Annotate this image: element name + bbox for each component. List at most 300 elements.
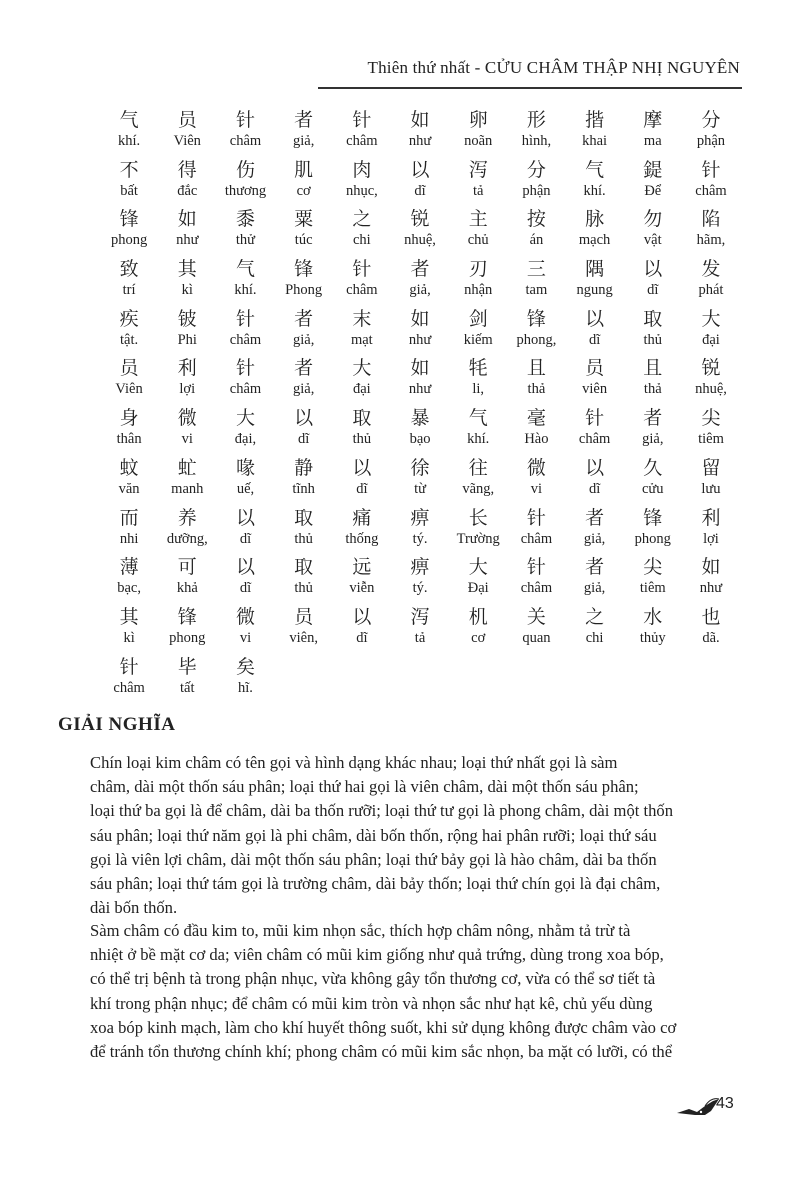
paragraph-line: nhiệt ở bề mặt cơ da; viên châm có mũi kim giống như quả trứng, dùng trong xoa bóp, bbox=[90, 945, 664, 965]
vietnamese-reading: tĩnh bbox=[292, 480, 315, 497]
vietnamese-reading: châm bbox=[229, 381, 262, 398]
vietnamese-reading: dĩ bbox=[414, 182, 426, 199]
paragraph-line: có thể trị bệnh tà trong phận nhục, vừa không gây tổn thương cơ, vừa có thể sơ tiết tà bbox=[90, 969, 656, 989]
glyph-cell bbox=[275, 406, 333, 456]
glyph-cell bbox=[624, 257, 682, 307]
text-row bbox=[100, 257, 740, 307]
glyph-cell bbox=[566, 108, 624, 158]
text-row bbox=[100, 406, 740, 456]
vietnamese-reading: Trường bbox=[456, 530, 500, 547]
chinese-character: 者 bbox=[294, 109, 314, 131]
vietnamese-reading: vi bbox=[530, 480, 543, 497]
chinese-character: 陷 bbox=[701, 208, 721, 231]
glyph-cell bbox=[100, 506, 158, 556]
vietnamese-reading: kì bbox=[123, 629, 135, 646]
chinese-character: 徐 bbox=[410, 456, 430, 479]
chinese-character: 气 bbox=[468, 407, 488, 430]
chinese-character: 剑 bbox=[468, 307, 488, 330]
glyph-cell bbox=[624, 406, 682, 456]
glyph-cell bbox=[275, 506, 333, 556]
chinese-character: 之 bbox=[352, 208, 372, 231]
chinese-character: 如 bbox=[410, 357, 430, 380]
vietnamese-reading: viên, bbox=[289, 629, 318, 646]
chinese-character: 分 bbox=[526, 158, 546, 181]
paragraph-line: gọi là viên lợi châm, dài một thốn sáu phân; loại thứ bảy gọi là hào châm, dài ba thốn bbox=[90, 849, 657, 869]
glyph-cell bbox=[100, 108, 158, 158]
glyph-cell bbox=[100, 307, 158, 357]
glyph-cell bbox=[100, 207, 158, 257]
vietnamese-reading: châm bbox=[578, 431, 611, 448]
text-row bbox=[100, 456, 740, 506]
chinese-character: 大 bbox=[468, 556, 488, 579]
glyph-cell bbox=[624, 307, 682, 357]
chinese-character: 大 bbox=[235, 407, 255, 430]
chinese-character: 也 bbox=[701, 605, 721, 628]
vietnamese-reading: khí. bbox=[234, 282, 257, 299]
vietnamese-reading: chủ bbox=[467, 232, 489, 249]
glyph-cell bbox=[566, 307, 624, 357]
vietnamese-reading: Viên bbox=[173, 133, 201, 149]
vietnamese-reading: dĩ bbox=[356, 629, 368, 646]
glyph-cell bbox=[507, 108, 565, 158]
chinese-character: 以 bbox=[410, 158, 430, 181]
glyph-cell bbox=[158, 655, 216, 705]
glyph-cell bbox=[566, 555, 624, 605]
vietnamese-reading: trí bbox=[122, 282, 136, 299]
glyph-cell bbox=[449, 356, 507, 406]
glyph-cell bbox=[333, 456, 391, 506]
glyph-cell bbox=[158, 207, 216, 257]
glyph-cell bbox=[391, 207, 449, 257]
vietnamese-reading: châm bbox=[346, 282, 378, 299]
chinese-character: 致 bbox=[119, 258, 139, 281]
chinese-character: 者 bbox=[643, 407, 663, 430]
vietnamese-reading: tiêm bbox=[698, 431, 724, 448]
glyph-cell bbox=[100, 406, 158, 456]
glyph-cell bbox=[333, 158, 391, 208]
page-number-ornament-icon bbox=[675, 1093, 745, 1121]
running-header: Thiên thứ nhất - CỬU CHÂM THẬP NHỊ NGUYÊN bbox=[367, 58, 740, 77]
chinese-character: 蚊 bbox=[119, 456, 139, 479]
vietnamese-reading: giả, bbox=[583, 530, 606, 547]
vietnamese-reading: tất bbox=[180, 679, 195, 696]
chinese-character: 发 bbox=[701, 258, 721, 281]
vietnamese-reading: hình, bbox=[521, 133, 552, 149]
vietnamese-reading: tả bbox=[414, 629, 426, 646]
vietnamese-reading: thống bbox=[345, 530, 379, 547]
chinese-character: 如 bbox=[701, 556, 721, 579]
chinese-character: 锐 bbox=[701, 357, 721, 380]
glyph-cell bbox=[275, 257, 333, 307]
chinese-character: 按 bbox=[526, 208, 546, 231]
glyph-cell bbox=[333, 406, 391, 456]
vietnamese-reading: khí. bbox=[118, 133, 141, 149]
vietnamese-reading: khả bbox=[176, 580, 198, 597]
chinese-character: 者 bbox=[294, 357, 314, 380]
glyph-cell bbox=[449, 456, 507, 506]
vietnamese-reading: ngung bbox=[576, 282, 613, 299]
chinese-character: 喙 bbox=[235, 456, 255, 479]
chinese-character: 且 bbox=[643, 357, 663, 380]
glyph-cell bbox=[507, 406, 565, 456]
chinese-character: 锋 bbox=[119, 208, 139, 231]
chinese-character: 养 bbox=[177, 506, 197, 529]
chinese-character: 者 bbox=[585, 556, 605, 579]
glyph-cell bbox=[333, 307, 391, 357]
vietnamese-reading: dĩ bbox=[588, 480, 601, 497]
chinese-character: 气 bbox=[235, 258, 255, 281]
vietnamese-reading: vật bbox=[643, 232, 662, 249]
vietnamese-reading: như bbox=[408, 133, 432, 149]
chinese-character: 针 bbox=[235, 307, 255, 330]
glyph-cell bbox=[100, 356, 158, 406]
vietnamese-reading: dĩ bbox=[356, 480, 368, 497]
paragraph-line: loại thứ ba gọi là để châm, dài ba thốn rưỡi; loại thứ tư gọi là phong châm, dài một thốn bbox=[90, 801, 674, 821]
vietnamese-reading: li, bbox=[472, 381, 485, 398]
glyph-cell bbox=[624, 158, 682, 208]
chinese-character: 痹 bbox=[410, 556, 430, 579]
vietnamese-reading: nhi bbox=[119, 530, 139, 547]
vietnamese-reading: nhận bbox=[464, 282, 493, 299]
vietnamese-reading: châm bbox=[695, 182, 727, 199]
chinese-character: 如 bbox=[410, 109, 430, 131]
chinese-character: 针 bbox=[235, 357, 255, 380]
vietnamese-reading: dã. bbox=[702, 629, 720, 646]
glyph-cell bbox=[100, 158, 158, 208]
chinese-character: 取 bbox=[294, 556, 314, 579]
vietnamese-reading: thử bbox=[235, 232, 256, 249]
vietnamese-reading: châm bbox=[113, 679, 145, 696]
chinese-character: 毕 bbox=[177, 655, 197, 678]
vietnamese-reading: dĩ bbox=[647, 282, 659, 299]
chinese-character: 针 bbox=[526, 506, 546, 529]
chinese-character: 者 bbox=[410, 258, 430, 281]
chinese-character: 虻 bbox=[177, 456, 197, 479]
glyph-cell bbox=[682, 108, 740, 158]
vietnamese-reading: Hào bbox=[524, 431, 549, 448]
glyph-cell bbox=[449, 207, 507, 257]
vietnamese-reading: khí. bbox=[467, 431, 490, 448]
vietnamese-reading: dĩ bbox=[239, 580, 252, 597]
vietnamese-reading: thủ bbox=[294, 530, 313, 547]
vietnamese-reading: bất bbox=[120, 182, 138, 199]
chinese-character: 以 bbox=[235, 556, 255, 579]
chinese-character: 痹 bbox=[410, 506, 430, 529]
vietnamese-reading: châm bbox=[229, 133, 262, 149]
chinese-character: 针 bbox=[119, 655, 139, 678]
glyph-cell bbox=[682, 158, 740, 208]
vietnamese-reading: đại bbox=[352, 381, 371, 398]
chinese-character: 鍉 bbox=[643, 158, 663, 181]
glyph-cell bbox=[682, 406, 740, 456]
glyph-cell bbox=[449, 307, 507, 357]
vietnamese-reading: thả bbox=[643, 381, 662, 398]
glyph-cell bbox=[275, 108, 333, 158]
chinese-character: 粟 bbox=[294, 208, 314, 231]
chinese-character: 机 bbox=[468, 605, 488, 628]
glyph-cell bbox=[158, 158, 216, 208]
vietnamese-reading: hãm, bbox=[696, 232, 726, 249]
glyph-cell bbox=[275, 605, 333, 655]
glyph-cell bbox=[624, 356, 682, 406]
chinese-character: 之 bbox=[585, 605, 605, 628]
glyph-cell bbox=[391, 555, 449, 605]
glyph-cell bbox=[682, 605, 740, 655]
vietnamese-reading: giả, bbox=[292, 381, 315, 398]
glyph-cell bbox=[158, 307, 216, 357]
vietnamese-reading: tật. bbox=[120, 331, 139, 348]
glyph-cell bbox=[158, 456, 216, 506]
glyph-cell bbox=[391, 356, 449, 406]
paragraph-line: để tránh tổn thương chính khí; phong châm có mũi kim sắc nhọn, ba mặt có lưỡi, có thể bbox=[90, 1042, 673, 1062]
chinese-character: 得 bbox=[177, 158, 197, 181]
glyph-cell bbox=[216, 655, 274, 705]
vietnamese-reading: Phi bbox=[177, 331, 197, 348]
vietnamese-reading: khí. bbox=[583, 182, 606, 199]
paragraph-line: Sàm châm có đầu kim to, mũi kim nhọn sắc, thích hợp châm nông, nhằm tả trừ tà bbox=[90, 921, 631, 940]
chinese-character: 泻 bbox=[468, 158, 488, 181]
glyph-cell bbox=[507, 456, 565, 506]
glyph-cell bbox=[566, 356, 624, 406]
chinese-character: 针 bbox=[526, 556, 546, 579]
chinese-character: 不 bbox=[119, 158, 139, 181]
glyph-cell bbox=[391, 406, 449, 456]
chinese-character: 大 bbox=[352, 357, 372, 380]
vietnamese-reading: tam bbox=[525, 282, 548, 299]
glyph-cell bbox=[507, 506, 565, 556]
vietnamese-reading: uế, bbox=[236, 480, 255, 497]
text-row bbox=[100, 207, 740, 257]
chinese-character: 形 bbox=[526, 109, 546, 131]
vietnamese-reading: phong, bbox=[516, 331, 557, 348]
vietnamese-reading: Để bbox=[644, 182, 662, 199]
glyph-cell bbox=[391, 307, 449, 357]
chinese-character: 如 bbox=[177, 208, 197, 231]
chinese-character: 久 bbox=[643, 456, 663, 479]
glyph-cell bbox=[216, 605, 274, 655]
glyph-cell bbox=[682, 207, 740, 257]
chinese-character: 其 bbox=[119, 605, 139, 628]
glyph-cell bbox=[507, 207, 565, 257]
vietnamese-reading: quan bbox=[522, 629, 551, 646]
chinese-character: 分 bbox=[701, 109, 721, 131]
chinese-character: 大 bbox=[701, 307, 721, 330]
chinese-character: 勿 bbox=[643, 208, 663, 231]
paragraph-2 bbox=[90, 919, 735, 1064]
glyph-cell bbox=[624, 555, 682, 605]
glyph-cell bbox=[682, 456, 740, 506]
chinese-character: 以 bbox=[352, 456, 372, 479]
classical-text-grid bbox=[100, 108, 740, 704]
glyph-cell bbox=[275, 456, 333, 506]
vietnamese-reading: châm bbox=[520, 530, 553, 547]
glyph-cell bbox=[391, 605, 449, 655]
chinese-character: 毫 bbox=[526, 407, 546, 430]
vietnamese-reading: thương bbox=[224, 182, 267, 199]
vietnamese-reading: giả, bbox=[583, 580, 606, 597]
chinese-character: 铍 bbox=[177, 307, 197, 330]
header-rule bbox=[318, 87, 742, 89]
glyph-cell bbox=[682, 506, 740, 556]
vietnamese-reading: giả, bbox=[409, 282, 431, 299]
chinese-character: 气 bbox=[119, 109, 139, 131]
chinese-character: 可 bbox=[177, 556, 197, 579]
vietnamese-reading: noãn bbox=[464, 133, 493, 149]
glyph-cell bbox=[566, 406, 624, 456]
glyph-cell bbox=[507, 158, 565, 208]
glyph-cell bbox=[275, 307, 333, 357]
glyph-cell bbox=[682, 257, 740, 307]
vietnamese-reading: đại bbox=[702, 331, 720, 348]
vietnamese-reading: lưu bbox=[701, 480, 721, 497]
vietnamese-reading: đại, bbox=[234, 431, 257, 448]
vietnamese-reading: dĩ bbox=[298, 431, 310, 448]
vietnamese-reading: đắc bbox=[177, 182, 198, 199]
chinese-character: 员 bbox=[119, 357, 139, 380]
vietnamese-reading: giả, bbox=[292, 133, 315, 149]
glyph-cell bbox=[333, 356, 391, 406]
vietnamese-reading: giả, bbox=[292, 331, 315, 348]
chinese-character: 锋 bbox=[294, 258, 314, 281]
glyph-cell bbox=[682, 555, 740, 605]
vietnamese-reading: thủ bbox=[643, 331, 663, 348]
vietnamese-reading: kiếm bbox=[463, 331, 493, 348]
glyph-cell bbox=[333, 605, 391, 655]
chinese-character: 其 bbox=[177, 258, 197, 281]
chinese-character: 而 bbox=[119, 506, 139, 529]
vietnamese-reading: như bbox=[408, 331, 432, 348]
chinese-character: 尖 bbox=[643, 556, 663, 579]
glyph-cell bbox=[100, 605, 158, 655]
chinese-character: 利 bbox=[701, 506, 721, 529]
glyph-cell bbox=[216, 207, 274, 257]
glyph-cell bbox=[158, 605, 216, 655]
vietnamese-reading: dưỡng, bbox=[166, 530, 208, 547]
vietnamese-reading: từ bbox=[414, 480, 426, 497]
glyph-cell bbox=[391, 506, 449, 556]
chinese-character: 员 bbox=[177, 109, 197, 131]
text-row bbox=[100, 158, 740, 208]
glyph-cell bbox=[391, 158, 449, 208]
chinese-character: 暴 bbox=[410, 407, 430, 430]
chinese-character: 员 bbox=[294, 605, 314, 628]
page-number: 43 bbox=[716, 1095, 734, 1112]
vietnamese-reading: kì bbox=[181, 282, 193, 299]
chinese-character: 身 bbox=[119, 407, 139, 430]
chinese-character: 关 bbox=[526, 605, 546, 628]
vietnamese-reading: cơ bbox=[296, 182, 311, 199]
vietnamese-reading: thủy bbox=[639, 629, 666, 646]
glyph-cell bbox=[100, 257, 158, 307]
vietnamese-reading: phận bbox=[696, 133, 726, 149]
chinese-character: 微 bbox=[235, 605, 255, 628]
paragraph-line: sáu phân; loại thứ năm gọi là phi châm, dài bốn thốn, rộng hai phân rưỡi; loại thứ sáu bbox=[90, 825, 657, 845]
glyph-cell bbox=[216, 406, 274, 456]
glyph-cell bbox=[216, 108, 274, 158]
glyph-cell bbox=[275, 207, 333, 257]
vietnamese-reading: viên bbox=[582, 381, 608, 398]
chinese-character: 针 bbox=[701, 158, 721, 181]
chinese-character: 往 bbox=[468, 456, 488, 479]
paragraph-line: xoa bóp kinh mạch, làm cho khí huyết thông suốt, khi sử dụng không được châm vào cơ bbox=[90, 1017, 677, 1037]
chinese-character: 揩 bbox=[585, 109, 605, 131]
chinese-character: 取 bbox=[294, 506, 314, 529]
glyph-cell bbox=[158, 506, 216, 556]
chinese-character: 黍 bbox=[235, 208, 255, 231]
glyph-cell bbox=[449, 158, 507, 208]
glyph-cell bbox=[216, 506, 274, 556]
chinese-character: 以 bbox=[235, 506, 255, 529]
vietnamese-reading: thân bbox=[116, 431, 142, 448]
vietnamese-reading: phong bbox=[634, 530, 671, 547]
glyph-cell bbox=[333, 506, 391, 556]
glyph-cell bbox=[100, 555, 158, 605]
text-row bbox=[100, 307, 740, 357]
glyph-cell bbox=[158, 356, 216, 406]
chinese-character: 以 bbox=[294, 407, 314, 430]
vietnamese-reading: như bbox=[408, 381, 432, 398]
glyph-cell bbox=[682, 356, 740, 406]
chinese-character: 隅 bbox=[585, 258, 605, 281]
chinese-character: 肉 bbox=[352, 158, 372, 181]
text-row bbox=[100, 506, 740, 556]
vietnamese-reading: thủ bbox=[352, 431, 372, 448]
chinese-character: 静 bbox=[294, 456, 314, 479]
chinese-character: 如 bbox=[410, 307, 430, 330]
vietnamese-reading: phong bbox=[110, 232, 148, 249]
chinese-character: 以 bbox=[585, 307, 605, 330]
glyph-cell bbox=[449, 506, 507, 556]
paragraph-line: châm, dài một thốn sáu phân; loại thứ hai gọi là viên châm, dài một thốn sáu phân; bbox=[90, 777, 639, 797]
chinese-character: 者 bbox=[294, 307, 314, 330]
vietnamese-reading: tả bbox=[472, 182, 484, 199]
glyph-cell bbox=[624, 506, 682, 556]
vietnamese-reading: phận bbox=[522, 182, 551, 199]
vietnamese-reading: Phong bbox=[285, 282, 323, 299]
vietnamese-reading: chi bbox=[585, 629, 604, 646]
glyph-cell bbox=[566, 158, 624, 208]
chinese-character: 尖 bbox=[701, 407, 721, 430]
paragraph-1 bbox=[90, 751, 735, 920]
vietnamese-reading: mạch bbox=[578, 232, 611, 249]
glyph-cell bbox=[391, 257, 449, 307]
chinese-character: 矣 bbox=[235, 655, 255, 678]
vietnamese-reading: cửu bbox=[642, 480, 664, 497]
vietnamese-reading: manh bbox=[171, 480, 204, 497]
glyph-cell bbox=[449, 555, 507, 605]
chinese-character: 微 bbox=[177, 407, 197, 430]
chinese-character: 取 bbox=[352, 407, 372, 430]
paragraph-line: dài bốn thốn. bbox=[90, 898, 178, 918]
vietnamese-reading: giả, bbox=[642, 431, 664, 448]
vietnamese-reading: thả bbox=[527, 381, 546, 398]
vietnamese-reading: vi bbox=[239, 629, 252, 646]
glyph-cell bbox=[158, 406, 216, 456]
vietnamese-reading: như bbox=[176, 232, 199, 249]
chinese-character: 针 bbox=[235, 109, 255, 131]
glyph-cell bbox=[507, 555, 565, 605]
chinese-character: 脉 bbox=[585, 208, 605, 231]
glyph-cell bbox=[566, 605, 624, 655]
vietnamese-reading: châm bbox=[229, 331, 262, 348]
glyph-cell bbox=[624, 207, 682, 257]
vietnamese-reading: châm bbox=[346, 133, 378, 149]
paragraph-line: Chín loại kim châm có tên gọi và hình dạng khác nhau; loại thứ nhất gọi là sàm bbox=[90, 753, 618, 772]
glyph-cell bbox=[507, 307, 565, 357]
chinese-character: 薄 bbox=[119, 556, 139, 579]
glyph-cell bbox=[624, 456, 682, 506]
vietnamese-reading: tý. bbox=[412, 580, 428, 597]
